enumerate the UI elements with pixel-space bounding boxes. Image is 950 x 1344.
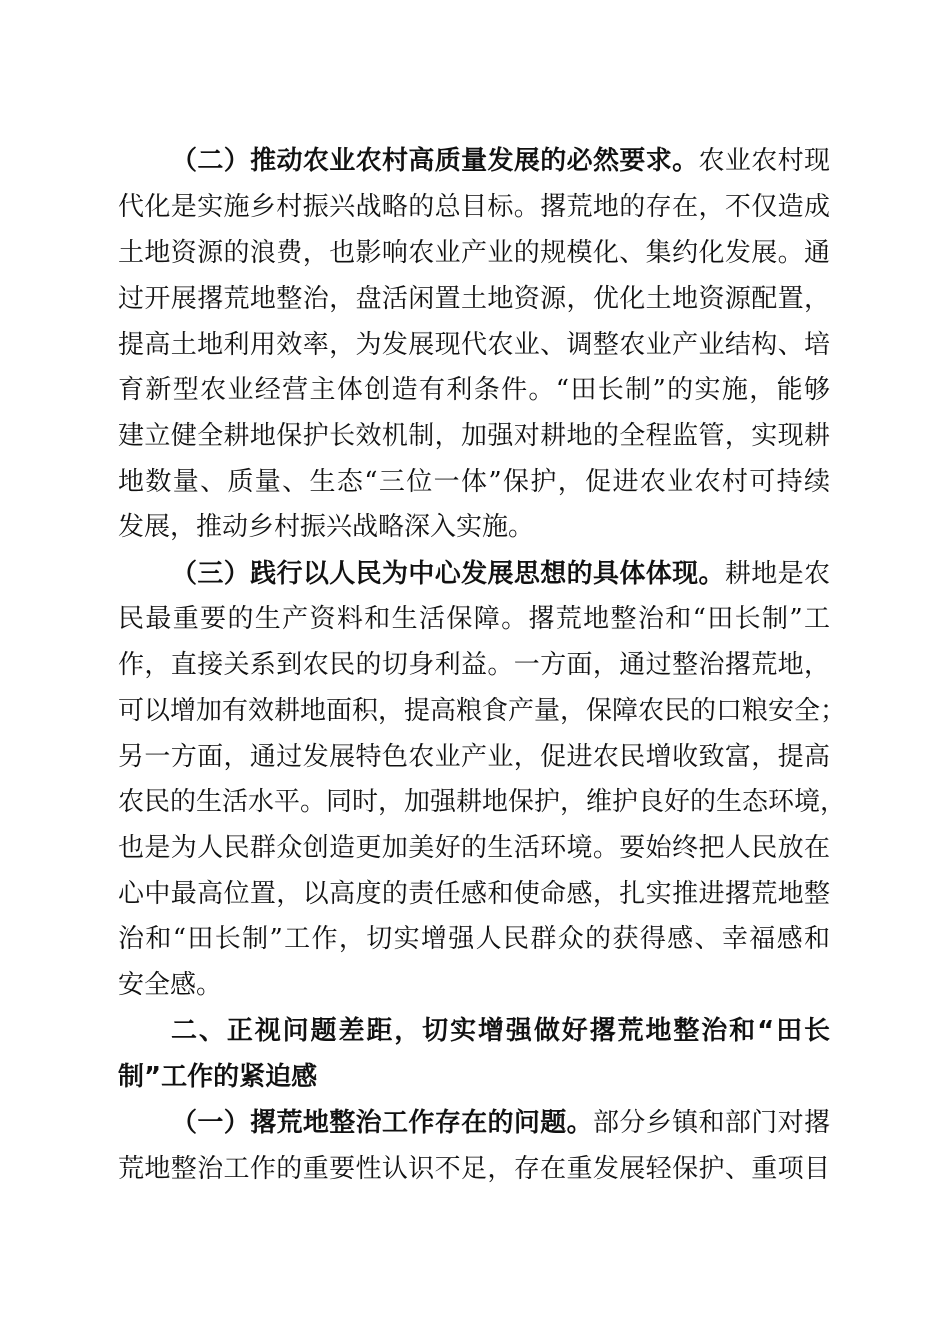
paragraph-3-line: 心中最高位置，以高度的责任感和使命感，扎实推进撂荒地整: [118, 879, 830, 909]
paragraph-2-line: 发展，推动乡村振兴战略深入实施。: [118, 512, 535, 542]
paragraph-3-line: 治和“田长制”工作，切实增强人民群众的获得感、幸福感和: [118, 924, 830, 954]
paragraph-2-line: 地数量、质量、生态“三位一体”保护，促进农业农村可持续: [118, 467, 830, 497]
paragraph-2-line: 建立健全耕地保护长效机制，加强对耕地的全程监管，实现耕: [118, 421, 830, 451]
paragraph-2-line: 土地资源的浪费，也影响农业产业的规模化、集约化发展。通: [118, 238, 830, 268]
paragraph-3-line: 作，直接关系到农民的切身利益。一方面，通过整治撂荒地，: [118, 650, 830, 680]
paragraph-3-line: 另一方面，通过发展特色农业产业，促进农民增收致富，提高: [118, 742, 830, 772]
paragraph-3-heading: （三）践行以人民为中心发展思想的具体体现。: [171, 559, 725, 589]
paragraph-3-line: 也是为人民群众创造更加美好的生活环境。要始终把人民放在: [118, 833, 830, 863]
paragraph-2-line: 代化是实施乡村振兴战略的总目标。撂荒地的存在，不仅造成: [118, 192, 830, 222]
paragraph-2-line: 育新型农业经营主体创造有利条件。“田长制”的实施，能够: [118, 375, 830, 405]
paragraph-4-line: 荒地整治工作的重要性认识不足，存在重发展轻保护、重项目: [118, 1154, 830, 1184]
paragraph-2-line-1-text: 农业农村现: [698, 146, 830, 176]
paragraph-2-line: 过开展撂荒地整治，盘活闲置土地资源，优化土地资源配置，: [118, 284, 830, 314]
paragraph-4-line-1-text: 部分乡镇和部门对撂: [592, 1108, 830, 1138]
section-2-heading-line-1: 二、正视问题差距，切实增强做好撂荒地整治和“田长: [171, 1016, 830, 1046]
paragraph-3-line: 农民的生活水平。同时，加强耕地保护，维护良好的生态环境，: [118, 787, 847, 817]
paragraph-4-heading: （一）撂荒地整治工作存在的问题。: [171, 1108, 593, 1138]
paragraph-2-line-1: [171, 146, 830, 176]
paragraph-3-line: 民最重要的生产资料和生活保障。撂荒地整治和“田长制”工: [118, 604, 830, 634]
paragraph-3-line: 可以增加有效耕地面积，提高粮食产量，保障农民的口粮安全；: [118, 696, 847, 726]
paragraph-2-line: 提高土地利用效率，为发展现代农业、调整农业产业结构、培: [118, 330, 830, 360]
paragraph-3-line: 安全感。: [118, 970, 223, 1000]
paragraph-2-heading: （二）推动农业农村高质量发展的必然要求。: [171, 146, 699, 176]
paragraph-3-line-1: [171, 559, 830, 589]
paragraph-4-line-1: [171, 1108, 830, 1138]
section-2-heading-line-2: 制”工作的紧迫感: [118, 1062, 318, 1092]
paragraph-3-line-1-text: 耕地是农: [724, 559, 830, 589]
